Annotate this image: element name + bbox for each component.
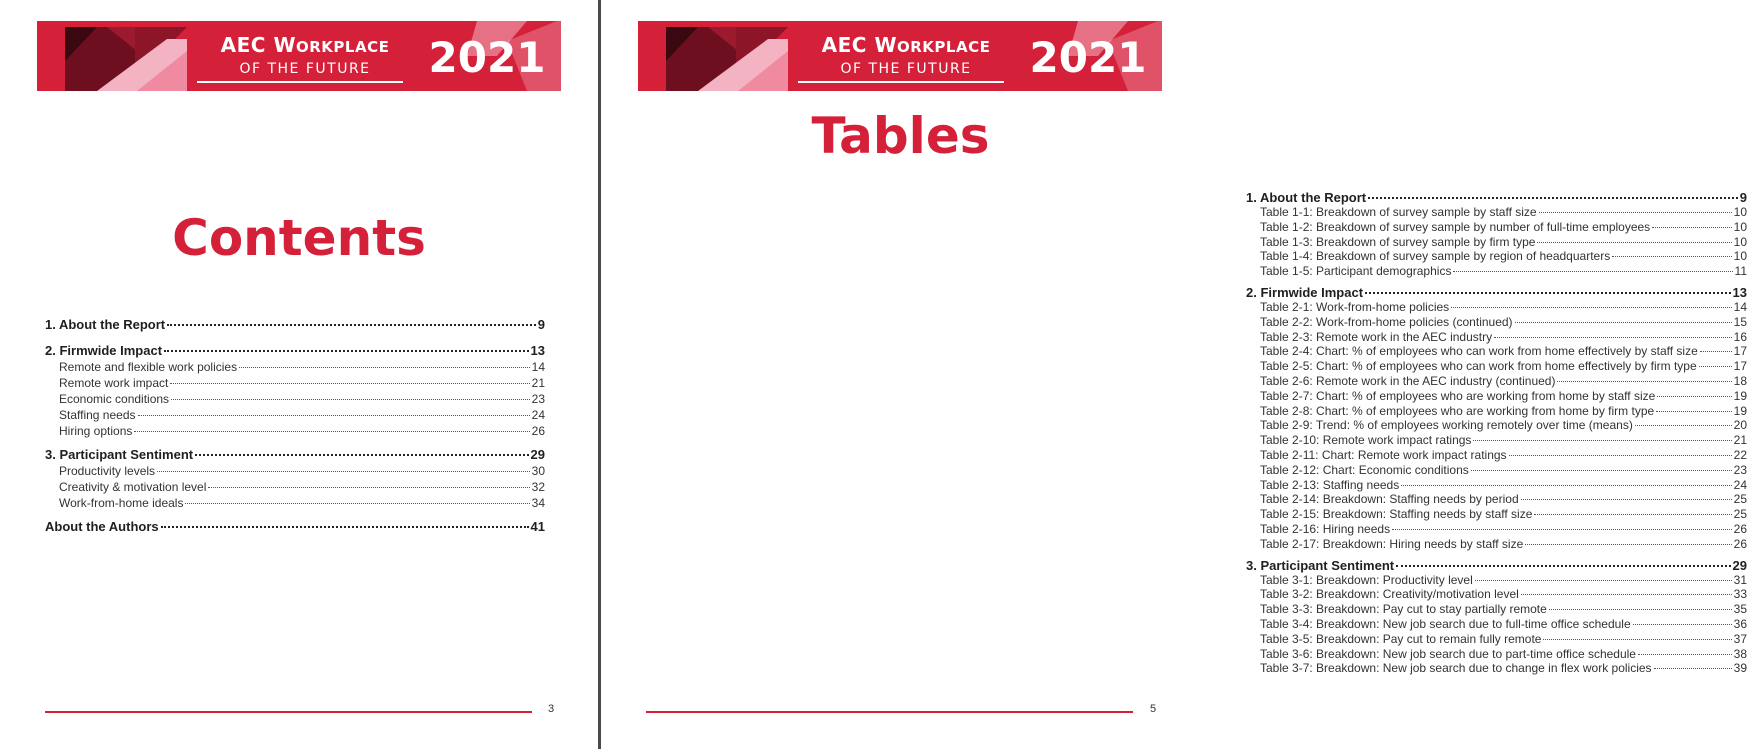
toc-entry[interactable] — [1246, 632, 1747, 647]
toc-entry[interactable] — [1246, 359, 1747, 374]
entry-page-number: 23 — [1733, 462, 1747, 477]
entry-page-number: 9 — [1739, 190, 1747, 205]
toc-entry[interactable] — [1246, 374, 1747, 389]
entry-page-number: 16 — [1733, 329, 1747, 344]
entry-page-number: 24 — [531, 408, 545, 422]
toc-entry[interactable] — [45, 423, 545, 439]
entry-page-number: 17 — [1733, 359, 1747, 374]
entry-page-number: 19 — [1733, 403, 1747, 418]
toc-entry[interactable] — [45, 391, 545, 407]
banner-year: 2021 — [1029, 33, 1147, 82]
toc-entry[interactable] — [1246, 300, 1747, 315]
dot-leader — [1638, 654, 1732, 655]
toc-entry[interactable] — [45, 407, 545, 423]
dot-leader — [1635, 425, 1732, 426]
entry-page-number: 13 — [1732, 284, 1747, 300]
entry-page-number: 13 — [530, 343, 545, 358]
toc-section — [1246, 190, 1747, 279]
entry-label: 3. Participant Sentiment — [1246, 557, 1395, 573]
toc-entry[interactable] — [1246, 389, 1747, 404]
page-number: 3 — [548, 703, 555, 715]
entry-page-number: 14 — [1733, 299, 1747, 314]
tables-list — [1246, 190, 1747, 682]
entry-page-number: 15 — [1733, 314, 1747, 329]
toc-entry[interactable] — [1246, 448, 1747, 463]
entry-label: Table 2-13: Staffing needs — [1260, 477, 1400, 492]
entry-label: Table 2-17: Breakdown: Hiring needs by staff size — [1260, 536, 1524, 551]
entry-page-number: 10 — [1733, 249, 1747, 264]
dot-leader — [1656, 411, 1731, 412]
entry-page-number: 10 — [1733, 219, 1747, 234]
toc-section-heading[interactable] — [1246, 190, 1747, 205]
toc-section-heading[interactable] — [1246, 285, 1747, 300]
footer-rule — [646, 711, 1133, 713]
entry-label: Table 2-5: Chart: % of employees who can work from home effectively by firm type — [1260, 359, 1697, 374]
entry-label: Table 3-4: Breakdown: New job search due to full-time office schedule — [1260, 616, 1631, 631]
toc-entry[interactable] — [1246, 492, 1747, 507]
toc-entry[interactable] — [1246, 315, 1747, 330]
dot-leader — [1401, 485, 1731, 486]
dot-leader — [1473, 440, 1731, 441]
dot-leader — [1365, 292, 1730, 294]
entry-page-number: 38 — [1733, 646, 1747, 661]
dot-leader — [1392, 529, 1732, 530]
toc-section-heading[interactable] — [1246, 558, 1747, 573]
dot-leader — [134, 431, 529, 432]
toc-entry[interactable] — [1246, 463, 1747, 478]
banner-rule — [798, 81, 1004, 83]
entry-page-number: 24 — [1733, 477, 1747, 492]
entry-label: Productivity levels — [59, 464, 156, 478]
dot-leader — [171, 399, 530, 400]
toc-entry[interactable] — [1246, 344, 1747, 359]
dot-leader — [161, 526, 529, 528]
dot-leader — [1534, 514, 1731, 515]
toc-entry[interactable] — [45, 495, 545, 511]
entry-page-number: 17 — [1733, 344, 1747, 359]
toc-section — [45, 519, 545, 535]
entry-label: Table 2-10: Remote work impact ratings — [1260, 433, 1472, 448]
dot-leader — [1471, 470, 1732, 471]
entry-label: Table 1-4: Breakdown of survey sample by region of headquarters — [1260, 249, 1611, 264]
entry-label: Table 2-6: Remote work in the AEC industry (continued) — [1260, 373, 1556, 388]
entry-page-number: 41 — [530, 519, 545, 534]
dot-leader — [1521, 499, 1732, 500]
entry-label: Table 1-2: Breakdown of survey sample by number of full-time employees — [1260, 219, 1651, 234]
entry-label: 2. Firmwide Impact — [1246, 284, 1364, 300]
dot-leader — [1657, 396, 1731, 397]
entry-label: Table 2-12: Chart: Economic conditions — [1260, 462, 1469, 477]
entry-page-number: 32 — [531, 480, 545, 494]
entry-page-number: 29 — [1732, 557, 1747, 573]
entry-page-number: 29 — [530, 447, 545, 462]
banner-title: AEC WORKPLACE — [821, 33, 991, 57]
page-number: 5 — [1150, 703, 1157, 715]
report-banner — [638, 21, 1162, 91]
footer-rule — [45, 711, 532, 713]
entry-page-number: 23 — [531, 392, 545, 406]
entry-label: 3. Participant Sentiment — [45, 447, 194, 462]
entry-label: Table 3-7: Breakdown: New job search due to change in flex work policies — [1260, 661, 1652, 676]
dot-leader — [1699, 366, 1732, 367]
dot-leader — [195, 454, 528, 456]
entry-label: About the Authors — [45, 519, 159, 534]
dot-leader — [1525, 544, 1731, 545]
tables-page — [601, 0, 1747, 749]
entry-label: Table 2-3: Remote work in the AEC industry — [1260, 329, 1493, 344]
entry-page-number: 39 — [1733, 661, 1747, 676]
banner-title: AEC WORKPLACE — [220, 33, 390, 57]
toc-entry[interactable] — [1246, 522, 1747, 537]
toc-entry[interactable] — [45, 359, 545, 375]
entry-page-number: 14 — [531, 360, 545, 374]
entry-page-number: 35 — [1733, 602, 1747, 617]
entry-label: Work-from-home ideals — [59, 496, 184, 510]
entry-label: Table 2-16: Hiring needs — [1260, 521, 1391, 536]
toc-entry[interactable] — [45, 479, 545, 495]
toc-entry[interactable] — [1246, 661, 1747, 676]
dot-leader — [164, 350, 528, 352]
entry-label: Table 2-2: Work-from-home policies (continued) — [1260, 314, 1513, 329]
entry-page-number: 21 — [531, 376, 545, 390]
dot-leader — [1515, 322, 1732, 323]
dot-leader — [1543, 639, 1731, 640]
toc-section-heading[interactable] — [45, 343, 545, 359]
toc-entry[interactable] — [1246, 537, 1747, 552]
dot-leader — [239, 367, 530, 368]
entry-label: Table 1-3: Breakdown of survey sample by firm type — [1260, 234, 1536, 249]
dot-leader — [1509, 455, 1732, 456]
toc-entry[interactable] — [1246, 404, 1747, 419]
dot-leader — [1652, 227, 1731, 228]
contents-list — [45, 317, 545, 543]
entry-label: Table 3-3: Breakdown: Pay cut to stay partially remote — [1260, 602, 1547, 617]
contents-page — [0, 0, 598, 749]
report-banner — [37, 21, 561, 91]
toc-entry[interactable] — [1246, 418, 1747, 433]
entry-page-number: 20 — [1733, 418, 1747, 433]
entry-label: Table 2-1: Work-from-home policies — [1260, 299, 1450, 314]
banner-subtitle: OF THE FUTURE — [840, 61, 972, 77]
dot-leader — [1537, 242, 1731, 243]
entry-page-number: 33 — [1733, 587, 1747, 602]
entry-label: Creativity & motivation level — [59, 480, 207, 494]
dot-leader — [1453, 271, 1732, 272]
entry-label: Table 2-15: Breakdown: Staffing needs by staff size — [1260, 507, 1533, 522]
dot-leader — [1521, 594, 1732, 595]
entry-page-number: 26 — [1733, 521, 1747, 536]
banner-year: 2021 — [428, 33, 546, 82]
entry-label: 1. About the Report — [45, 317, 166, 332]
entry-label: Hiring options — [59, 424, 133, 438]
entry-label: Table 1-5: Participant demographics — [1260, 264, 1452, 279]
dot-leader — [1700, 351, 1732, 352]
toc-entry[interactable] — [45, 375, 545, 391]
entry-label: Remote work impact — [59, 376, 169, 390]
entry-label: Table 3-2: Breakdown: Creativity/motivation level — [1260, 587, 1519, 602]
entry-page-number: 19 — [1733, 388, 1747, 403]
dot-leader — [1549, 609, 1732, 610]
dot-leader — [1396, 565, 1730, 567]
entry-page-number: 37 — [1733, 631, 1747, 646]
dot-leader — [208, 487, 529, 488]
dot-leader — [1475, 580, 1732, 581]
entry-page-number: 22 — [1733, 447, 1747, 462]
entry-label: Table 2-8: Chart: % of employees who are working from home by firm type — [1260, 403, 1655, 418]
dot-leader — [1368, 197, 1738, 199]
toc-section-heading[interactable] — [45, 317, 545, 333]
toc-entry[interactable] — [1246, 573, 1747, 588]
entry-page-number: 25 — [1733, 507, 1747, 522]
dot-leader — [170, 383, 529, 384]
entry-page-number: 10 — [1733, 234, 1747, 249]
entry-label: Staffing needs — [59, 408, 136, 422]
dot-leader — [185, 503, 529, 504]
dot-leader — [1654, 668, 1732, 669]
entry-label: Economic conditions — [59, 392, 170, 406]
entry-page-number: 30 — [531, 464, 545, 478]
entry-label: Table 2-14: Breakdown: Staffing needs by period — [1260, 492, 1519, 507]
entry-label: Table 3-1: Breakdown: Productivity level — [1260, 572, 1473, 587]
entry-page-number: 11 — [1734, 264, 1747, 279]
entry-label: 1. About the Report — [1246, 190, 1367, 205]
toc-section-heading[interactable] — [45, 519, 545, 535]
banner-subtitle: OF THE FUTURE — [239, 61, 371, 77]
dot-leader — [157, 471, 530, 472]
toc-entry[interactable] — [1246, 507, 1747, 522]
toc-section — [45, 343, 545, 439]
toc-section-heading[interactable] — [45, 447, 545, 463]
page-title: Contents — [172, 209, 426, 267]
toc-entry[interactable] — [1246, 647, 1747, 662]
entry-label: Table 3-5: Breakdown: Pay cut to remain fully remote — [1260, 631, 1542, 646]
entry-page-number: 9 — [537, 317, 545, 332]
dot-leader — [1633, 624, 1732, 625]
toc-entry[interactable] — [1246, 264, 1747, 279]
entry-page-number: 31 — [1733, 572, 1747, 587]
entry-label: Table 2-7: Chart: % of employees who are working from home by staff size — [1260, 388, 1656, 403]
dot-leader — [1451, 307, 1731, 308]
toc-entry[interactable] — [45, 463, 545, 479]
dot-leader — [167, 324, 536, 326]
page-title: Tables — [811, 107, 990, 165]
toc-section — [45, 317, 545, 333]
toc-section — [1246, 558, 1747, 677]
dot-leader — [1494, 337, 1732, 338]
toc-section — [45, 447, 545, 511]
toc-entry[interactable] — [1246, 587, 1747, 602]
entry-label: Table 2-11: Chart: Remote work impact ratings — [1260, 447, 1507, 462]
toc-entry[interactable] — [1246, 433, 1747, 448]
entry-page-number: 36 — [1733, 616, 1747, 631]
entry-label: Table 3-6: Breakdown: New job search due to part-time office schedule — [1260, 646, 1636, 661]
toc-entry[interactable] — [1246, 220, 1747, 235]
entry-label: Table 2-9: Trend: % of employees working remotely over time (means) — [1260, 418, 1633, 433]
dot-leader — [1612, 256, 1731, 257]
entry-page-number: 34 — [531, 496, 545, 510]
entry-page-number: 21 — [1733, 433, 1747, 448]
toc-entry[interactable] — [1246, 617, 1747, 632]
dot-leader — [138, 415, 530, 416]
entry-label: 2. Firmwide Impact — [45, 343, 163, 358]
dot-leader — [1557, 381, 1731, 382]
entry-label: Table 1-1: Breakdown of survey sample by staff size — [1260, 205, 1537, 219]
toc-entry[interactable] — [1246, 330, 1747, 345]
toc-entry[interactable] — [1246, 205, 1747, 220]
toc-entry[interactable] — [1246, 602, 1747, 617]
entry-page-number: 25 — [1733, 492, 1747, 507]
toc-entry[interactable] — [1246, 478, 1747, 493]
toc-entry[interactable] — [1246, 249, 1747, 264]
entry-label: Remote and flexible work policies — [59, 360, 238, 374]
entry-page-number: 10 — [1733, 205, 1747, 219]
entry-page-number: 26 — [1733, 536, 1747, 551]
toc-entry[interactable] — [1246, 235, 1747, 250]
banner-rule — [197, 81, 403, 83]
entry-page-number: 18 — [1733, 373, 1747, 388]
dot-leader — [1539, 212, 1732, 213]
entry-label: Table 2-4: Chart: % of employees who can work from home effectively by staff size — [1260, 344, 1698, 359]
entry-page-number: 26 — [531, 424, 545, 438]
toc-section — [1246, 285, 1747, 552]
